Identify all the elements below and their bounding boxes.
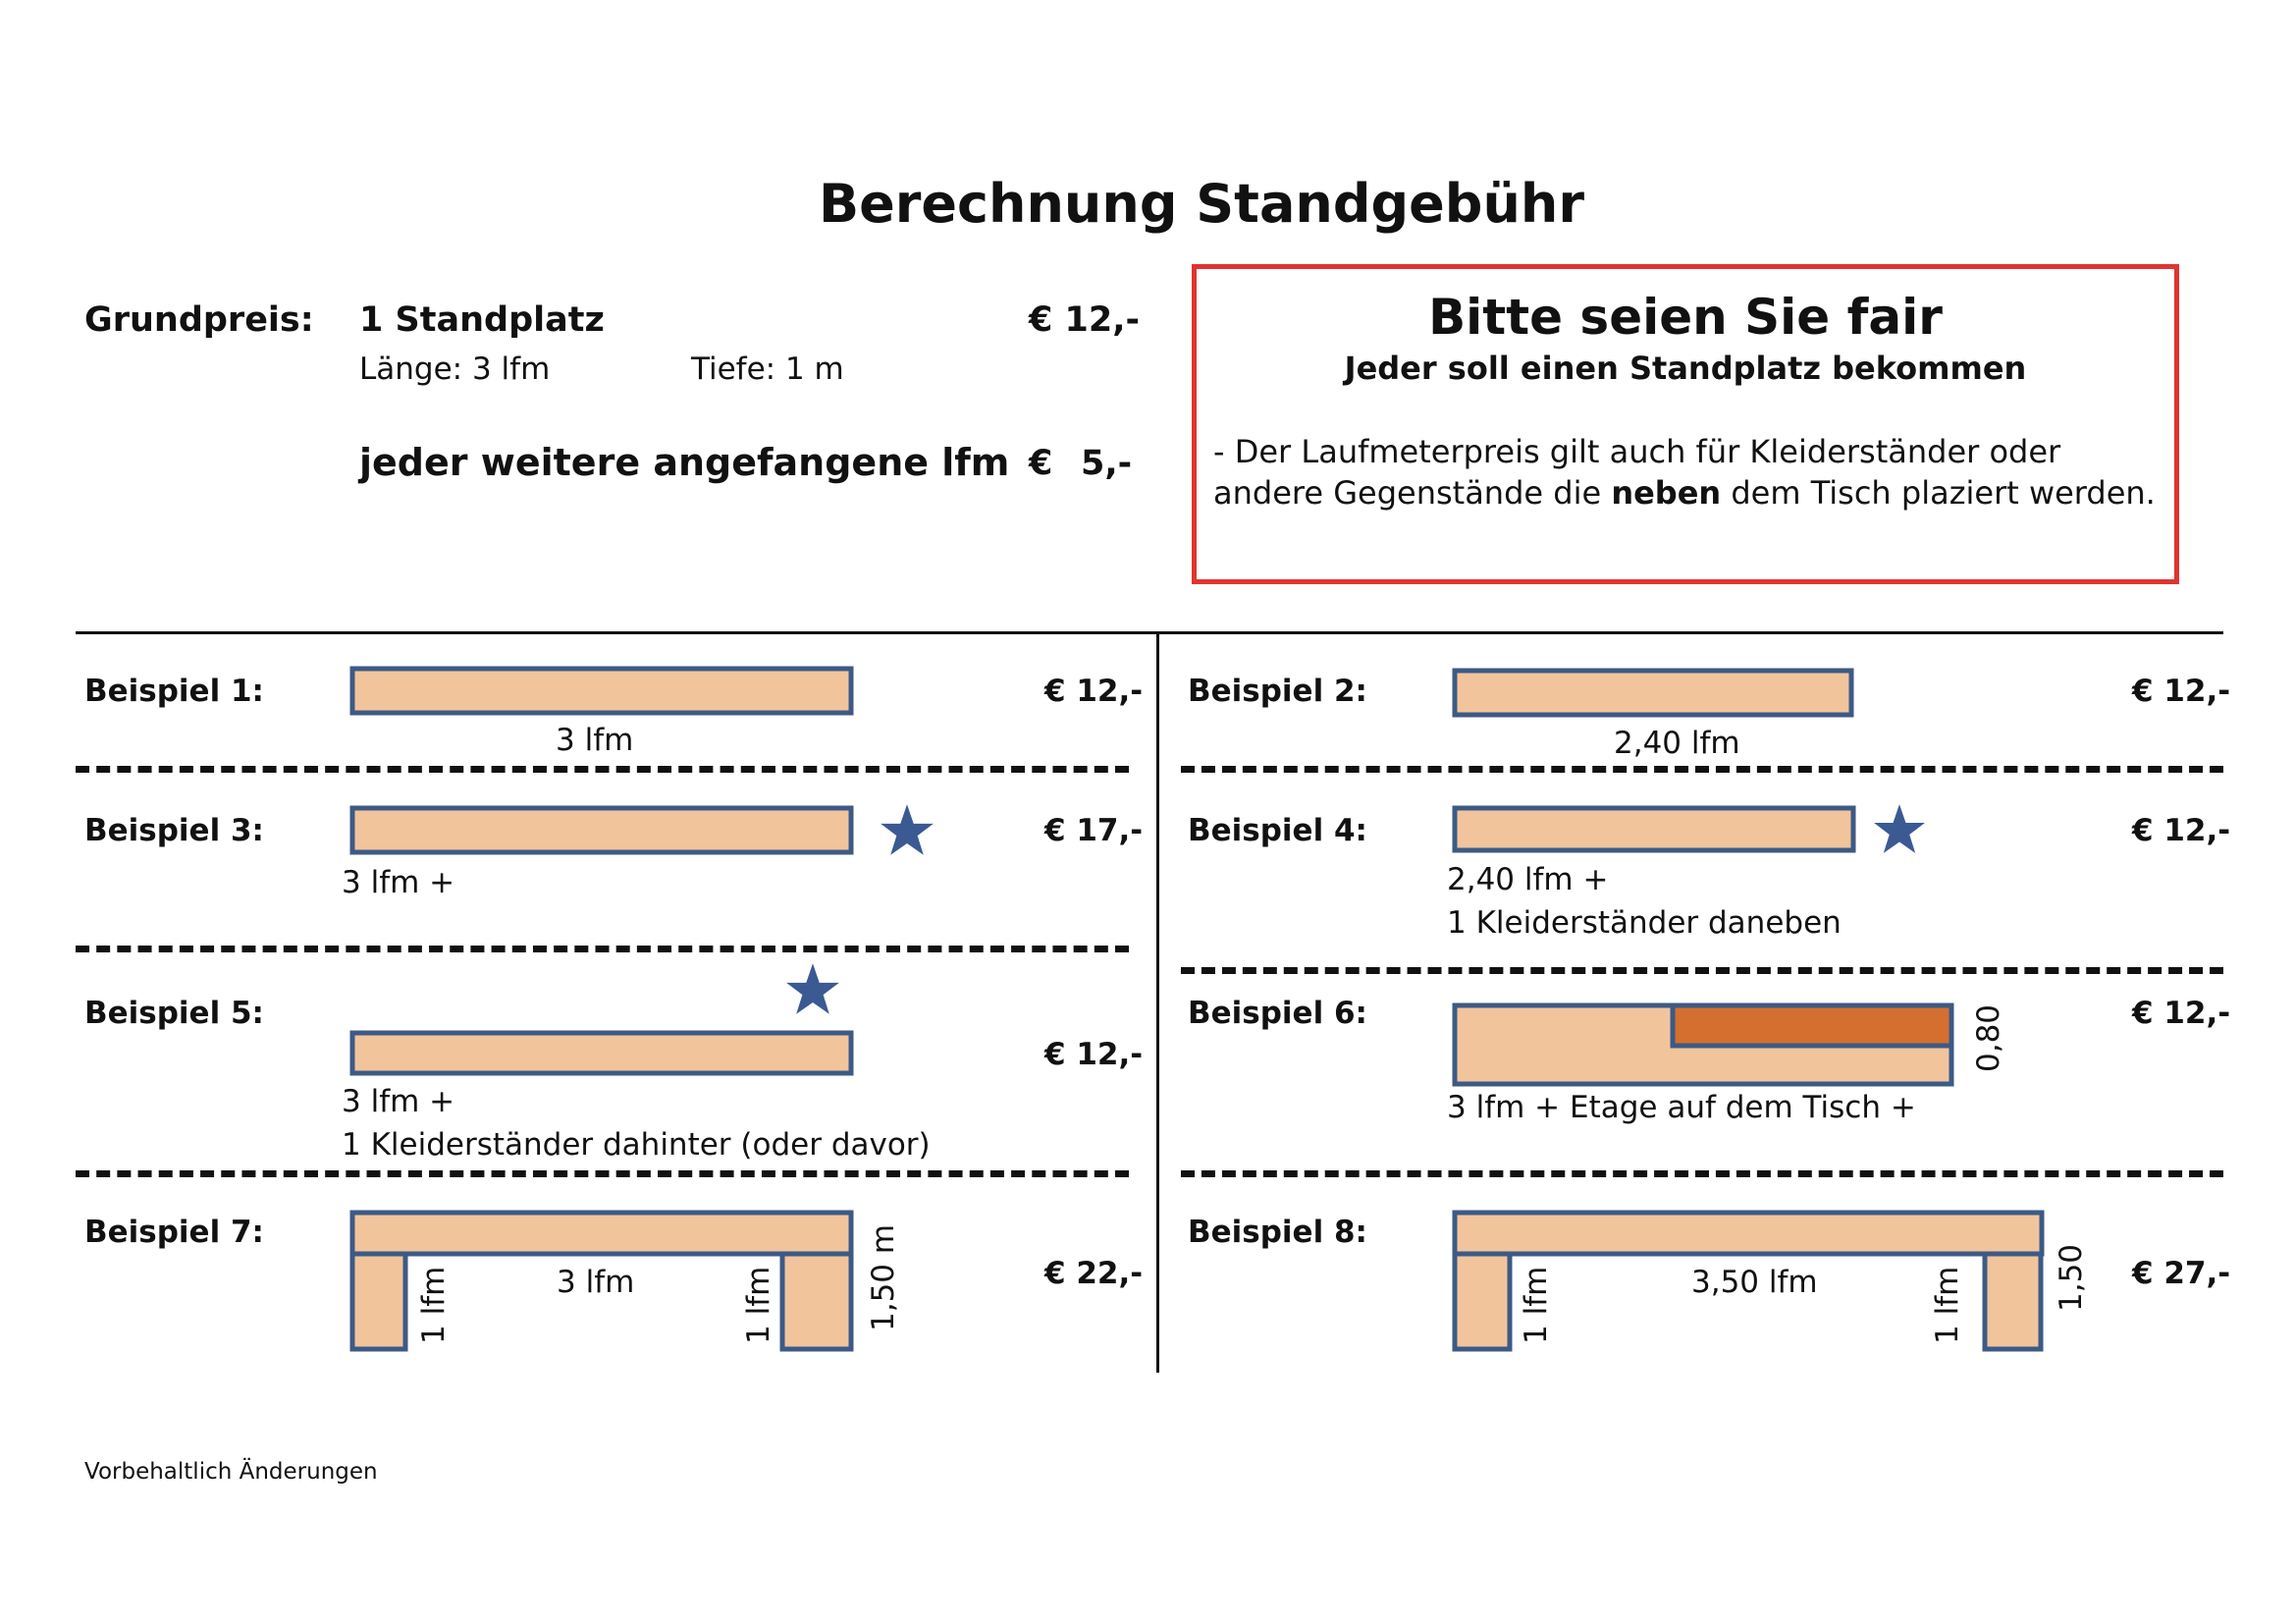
example-8-side-label: 1,50 — [2054, 1243, 2089, 1312]
fair-notice-title: Bitte seien Sie fair — [1428, 289, 1943, 346]
example-7-side-label: 1,50 m — [866, 1223, 901, 1331]
example-8-price: € 27,- — [2132, 1256, 2231, 1291]
example-1-caption: 3 lfm — [556, 723, 634, 758]
table-rect — [1455, 671, 1851, 715]
base-price: € 12,- — [1029, 300, 1141, 340]
example-2-price: € 12,- — [2132, 674, 2231, 709]
extra-price-currency: € — [1029, 444, 1053, 483]
extra-item: jeder weitere angefangene lfm — [359, 441, 1010, 484]
example-6-caption: 3 lfm + Etage auf dem Tisch + — [1447, 1090, 1916, 1125]
example-3-table — [349, 805, 854, 856]
table-top — [1455, 1213, 2042, 1254]
example-8-label: Beispiel 8: — [1188, 1215, 1367, 1250]
table-rect — [1455, 808, 1853, 850]
example-1-label: Beispiel 1: — [84, 674, 264, 709]
row-divider — [1181, 967, 2223, 974]
row-divider — [76, 1170, 1129, 1177]
example-4-table — [1452, 805, 1856, 854]
etage-rect — [1673, 1005, 1951, 1046]
table-right-leg — [1985, 1254, 2041, 1349]
example-5-table — [349, 1030, 854, 1077]
fair-notice-text-a: - Der Laufmeterpreis gilt auch für Kleiderständer oder andere Gegenstände die — [1213, 433, 2061, 512]
base-price-label: Grundpreis: — [84, 300, 314, 340]
section-divider — [76, 631, 2223, 634]
example-7-price: € 22,- — [1044, 1256, 1144, 1291]
example-8-center-label: 3,50 lfm — [1691, 1265, 1818, 1300]
length-info: Länge: 3 lfm — [359, 352, 551, 387]
example-1-table — [349, 666, 854, 717]
table-rect — [352, 808, 851, 852]
star-icon — [785, 962, 840, 1015]
fair-notice-text — [1213, 431, 2156, 514]
row-divider — [1181, 1170, 2223, 1177]
star-icon — [1873, 803, 1926, 854]
example-7-center-label: 3 lfm — [557, 1265, 635, 1300]
table-left-leg — [1455, 1254, 1510, 1349]
fair-notice-box — [1192, 264, 2179, 584]
example-3-price: € 17,- — [1044, 813, 1144, 848]
table-top — [352, 1213, 851, 1254]
example-4-caption: 2,40 lfm + — [1447, 862, 1609, 897]
fair-notice-text-b: dem Tisch plaziert werden. — [1721, 474, 2156, 512]
example-5-price: € 12,- — [1044, 1037, 1144, 1072]
example-4-price: € 12,- — [2132, 813, 2231, 848]
fair-notice-subtitle: Jeder soll einen Standplatz bekommen — [1344, 350, 2027, 387]
fair-notice-text-bold: neben — [1611, 474, 1722, 512]
row-divider — [76, 766, 1129, 773]
example-2-caption: 2,40 lfm — [1614, 726, 1740, 761]
star-icon — [880, 803, 934, 856]
table-rect — [352, 669, 851, 713]
base-item: 1 Standplatz — [359, 300, 605, 340]
example-5-caption: 3 lfm + — [342, 1084, 455, 1119]
row-divider — [76, 946, 1129, 952]
example-6-label: Beispiel 6: — [1188, 996, 1367, 1031]
example-6-side-label: 0,80 — [1971, 1003, 2006, 1072]
page-title: Berechnung Standgebühr — [819, 173, 1584, 235]
example-8-left-leg-label: 1 lfm — [1519, 1266, 1554, 1344]
example-6-price: € 12,- — [2132, 996, 2231, 1031]
example-7-left-leg-label: 1 lfm — [416, 1266, 452, 1344]
example-5-caption-2: 1 Kleiderständer dahinter (oder davor) — [342, 1127, 931, 1163]
example-4-caption-2: 1 Kleiderständer daneben — [1447, 905, 1842, 941]
example-7-label: Beispiel 7: — [84, 1215, 264, 1250]
column-divider — [1156, 631, 1159, 1373]
example-3-caption: 3 lfm + — [342, 865, 455, 900]
example-5-label: Beispiel 5: — [84, 996, 264, 1031]
example-6-table — [1452, 1002, 1954, 1087]
example-2-table — [1452, 668, 1854, 719]
depth-info: Tiefe: 1 m — [691, 352, 844, 387]
table-right-leg — [782, 1254, 851, 1349]
example-8-right-leg-label: 1 lfm — [1930, 1266, 1965, 1344]
example-7-right-leg-label: 1 lfm — [741, 1266, 776, 1344]
example-4-label: Beispiel 4: — [1188, 813, 1367, 848]
example-1-price: € 12,- — [1044, 674, 1144, 709]
example-3-label: Beispiel 3: — [84, 813, 264, 848]
example-2-label: Beispiel 2: — [1188, 674, 1367, 709]
table-rect — [352, 1033, 851, 1073]
table-left-leg — [352, 1254, 405, 1349]
row-divider — [1181, 766, 2223, 773]
footer-note: Vorbehaltlich Änderungen — [84, 1459, 378, 1485]
extra-price-value: 5,- — [1081, 444, 1133, 483]
